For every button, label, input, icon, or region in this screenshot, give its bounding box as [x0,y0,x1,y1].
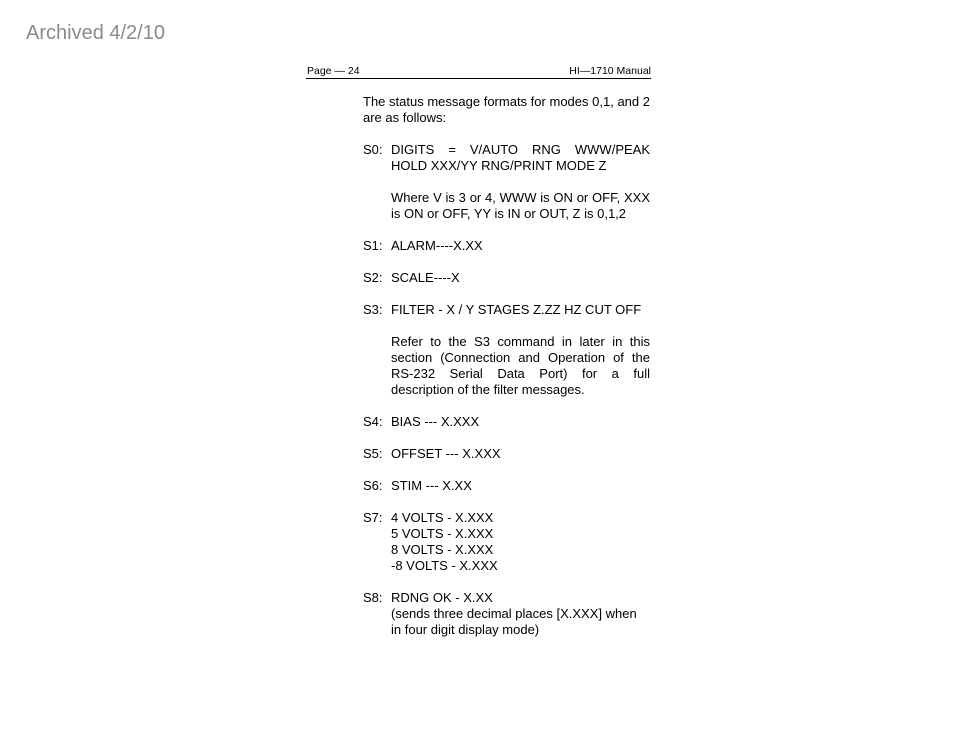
s4-text: BIAS --- X.XXX [391,414,480,429]
status-code: S5: [363,446,383,461]
s7-line-2: 5 VOLTS - X.XXX [391,526,494,541]
status-code: S0: [363,142,383,157]
manual-title: HI—1710 Manual [569,65,651,77]
status-s2 [363,270,650,286]
s8-line-2: (sends three decimal places [X.XXX] when [391,606,637,621]
status-s8 [363,590,650,638]
page-header [306,65,651,79]
s7-line-1: 4 VOLTS - X.XXX [391,510,494,525]
status-code: S4: [363,414,383,429]
s3-note: Refer to the S3 command in later in this section (Connection and Operation of the RS-232 Serial Data Port) for a full description of the filter messages. [391,334,650,397]
s3-text: FILTER - X / Y STAGES Z.ZZ HZ CUT OFF [391,302,642,317]
status-s5 [363,446,650,462]
intro-paragraph: The status message formats for modes 0,1, and 2 are as follows: [363,94,650,125]
s1-text: ALARM----X.XX [391,238,483,253]
s2-text: SCALE----X [391,270,460,285]
status-code: S8: [363,590,383,605]
s7-line-4: -8 VOLTS - X.XXX [391,558,498,573]
status-code: S7: [363,510,383,525]
s6-text: STIM --- X.XX [391,478,472,493]
s0-note: Where V is 3 or 4, WWW is ON or OFF, XXX is ON or OFF, YY is IN or OUT, Z is 0,1,2 [391,190,650,221]
s7-line-3: 8 VOLTS - X.XXX [391,542,494,557]
manual-content [363,94,650,654]
s8-line-3: in four digit display mode) [391,622,540,637]
s0-line-1: DIGITS = V/AUTO RNG WWW/PEAK [391,142,650,157]
s0-line-2: HOLD XXX/YY RNG/PRINT MODE Z [391,158,607,173]
status-s0 [363,142,650,174]
status-code: S1: [363,238,383,253]
status-code: S6: [363,478,383,493]
status-code: S3: [363,302,383,317]
archived-watermark: Archived 4/2/10 [26,22,165,44]
status-s7 [363,510,650,574]
page-number: Page — 24 [307,65,360,77]
status-s6 [363,478,650,494]
status-code: S2: [363,270,383,285]
s5-text: OFFSET --- X.XXX [391,446,501,461]
status-s1 [363,238,650,254]
status-s3 [363,302,650,318]
status-s4 [363,414,650,430]
s8-line-1: RDNG OK - X.XX [391,590,493,605]
